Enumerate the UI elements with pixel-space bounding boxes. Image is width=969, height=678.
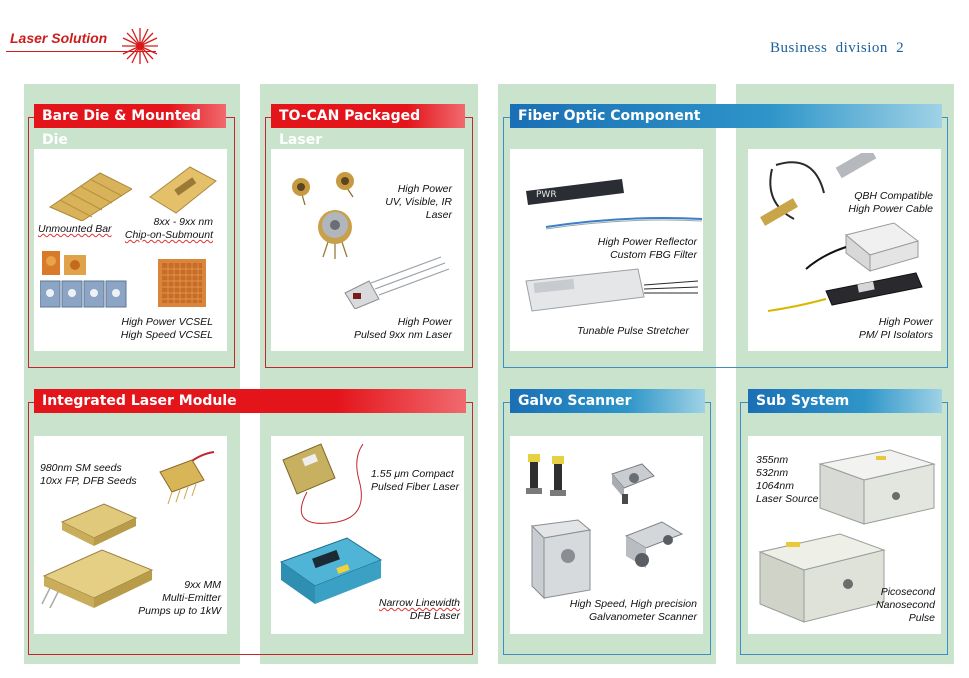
dfb-laser-caption: Narrow Linewidth DFB Laser (378, 597, 460, 622)
galvo-panel (510, 436, 703, 634)
pulsed-laser-image (341, 253, 451, 309)
picosecond-caption: Picosecond Nanosecond Pulse (876, 586, 935, 624)
to-can-panel (271, 149, 464, 351)
mm-pump-caption: 9xx MM Multi-Emitter Pumps up to 1kW (138, 579, 221, 617)
fiber-coupler-image (802, 219, 922, 275)
galvo-motors-image (522, 450, 578, 500)
galvo-head-large-image (528, 516, 596, 602)
pulse-stretcher-image (520, 267, 698, 317)
pump-module-small-image (58, 500, 138, 548)
to-can-hp-caption: High Power UV, Visible, IR Laser (385, 183, 452, 221)
galvo-title: Galvo Scanner (510, 389, 705, 413)
butterfly-seed-image (154, 450, 216, 506)
qbh-cable-caption: QBH Compatible High Power Cable (848, 190, 933, 215)
pulse-stretcher-caption: Tunable Pulse Stretcher (577, 325, 689, 337)
galvo-mount-small-image (602, 460, 662, 506)
laser-burst-icon (120, 26, 160, 66)
integrated-panel-left (34, 436, 227, 634)
unmounted-bar-image (46, 167, 132, 221)
compact-fiber-laser-image (277, 440, 373, 532)
picosecond-laser-image (756, 528, 888, 626)
fiber-optic-panel-right (748, 149, 941, 351)
laser-source-image (816, 446, 938, 530)
isolator-image (766, 269, 936, 315)
integrated-module-title: Integrated Laser Module (34, 389, 466, 413)
to-can-laser-image (283, 167, 383, 259)
chip-on-submount-image (146, 161, 218, 217)
vcsel-caption: High Power VCSEL High Speed VCSEL (120, 316, 213, 341)
subsystem-title: Sub System (748, 389, 942, 413)
galvo-head-mount-image (612, 516, 688, 578)
fbg-reflector-image (526, 175, 702, 239)
integrated-panel-right (271, 436, 464, 634)
svg-text:PWR: PWR (536, 190, 557, 200)
laser-source-caption: 355nm 532nm 1064nm Laser Source (756, 454, 819, 505)
galvo-caption: High Speed, High precision Galvanometer Scanner (569, 598, 697, 623)
vcsel-array-image (158, 259, 206, 307)
subsystem-panel (748, 436, 941, 634)
fiber-optic-panel-left (510, 149, 703, 351)
business-division-label: Business division 2 (770, 40, 905, 56)
to-can-pulsed-caption: High Power Pulsed 9xx nm Laser (353, 316, 452, 341)
unmounted-bar-caption: Unmounted Bar (38, 223, 112, 235)
compact-fiber-laser-caption: 1.55 μm Compact Pulsed Fiber Laser (371, 468, 460, 493)
bare-die-panel (34, 149, 227, 351)
isolator-caption: High Power PM/ PI Isolators (858, 316, 933, 341)
seeds-caption: 980nm SM seeds 10xx FP, DFB Seeds (40, 462, 137, 487)
dfb-laser-image (277, 530, 385, 610)
fbg-reflector-caption: High Power Reflector Custom FBG Filter (597, 236, 697, 261)
chip-on-submount-caption: 8xx - 9xx nm Chip-on-Submount (124, 216, 213, 241)
to-can-title: TO-CAN Packaged Laser (271, 104, 465, 128)
bare-die-title: Bare Die & Mounted Die (34, 104, 226, 128)
vcsel-chips-image (40, 249, 128, 311)
fiber-optic-title: Fiber Optic Component (510, 104, 942, 128)
brand-name: Laser Solution (10, 30, 108, 46)
